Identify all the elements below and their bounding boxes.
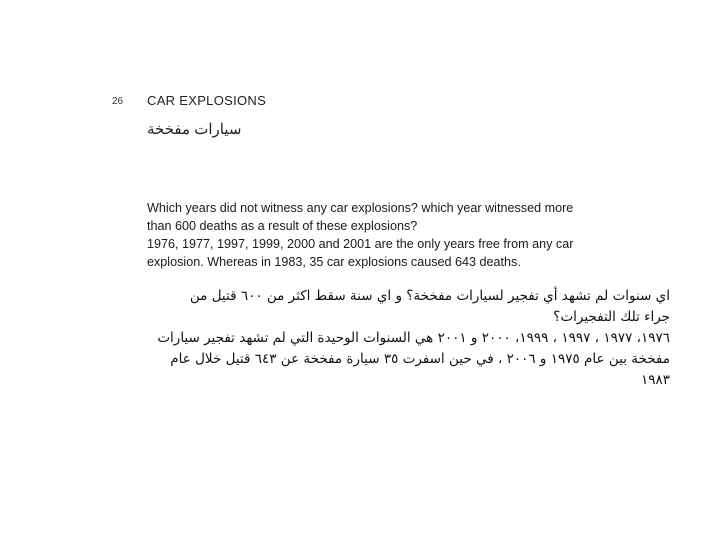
arabic-answer-line-2: مفخخة بين عام ١٩٧٥ و ٢٠٠٦ ، في حين اسفرت ٣٥ سيارة مفخخة عن ٦٤٣ قتيل خلال عام ١٩٨٣	[170, 351, 670, 388]
english-answer-line-1: 1976, 1977, 1997, 1999, 2000 and 2001 are the only years free from any car	[147, 237, 574, 251]
arabic-answer-line-1: ١٩٧٦، ١٩٧٧ ، ١٩٩٧ ، ١٩٩٩، ٢٠٠٠ و ٢٠٠١ هي السنوات الوحيدة التي لم تشهد تفجير سيارات	[157, 330, 670, 346]
english-question-line-1: Which years did not witness any car explosions? which year witnessed more	[147, 201, 574, 215]
arabic-text-block	[150, 286, 670, 391]
english-text-block	[147, 199, 667, 271]
section-title: CAR EXPLOSIONS	[147, 93, 267, 108]
arabic-question-line-2: جراء تلك التفجيرات؟	[553, 309, 670, 325]
english-answer-line-2: explosion. Whereas in 1983, 35 car explosions caused 643 deaths.	[147, 255, 521, 269]
english-question-line-2: than 600 deaths as a result of these explosions?	[147, 219, 418, 233]
section-title-arabic: سيارات مفخخة	[147, 121, 242, 138]
arabic-question-line-1: اي سنوات لم تشهد أي تفجير لسيارات مفخخة؟ و اي سنة سقط اكثر من ٦٠٠ قتيل من	[189, 288, 670, 304]
page-number: 26	[112, 96, 124, 107]
